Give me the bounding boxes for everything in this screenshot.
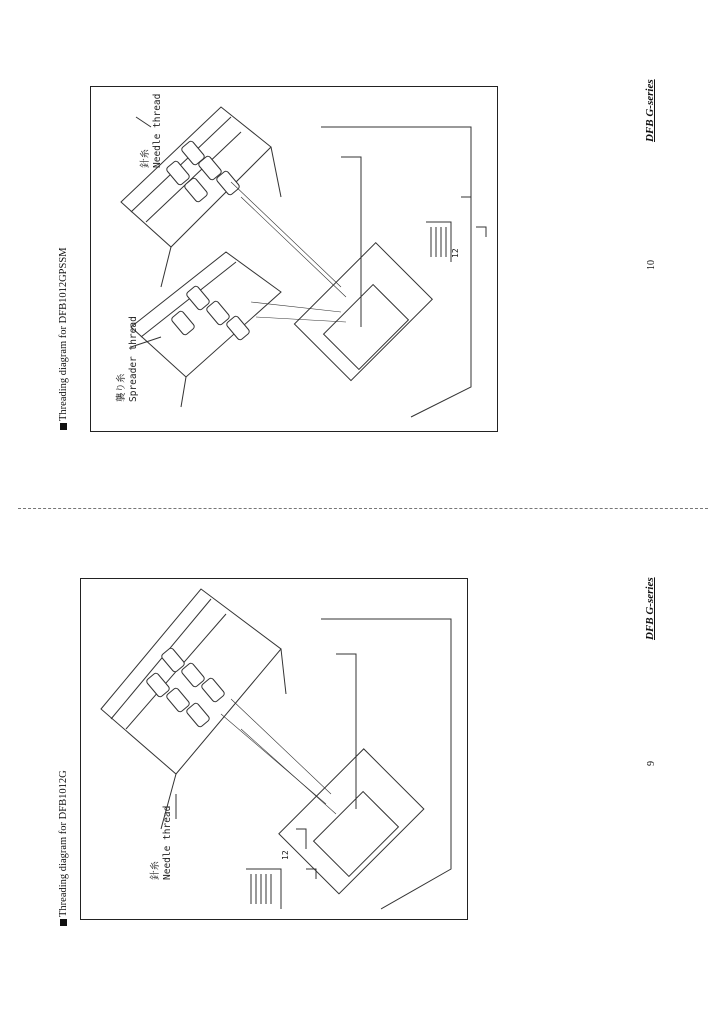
series-label-bottom: DFB G-series — [644, 577, 656, 640]
bullet-square-icon — [60, 919, 67, 926]
needle-thread-label-bottom: 針糸 Needle thread — [150, 805, 173, 880]
needle-group-number-bottom: 12 — [281, 850, 290, 860]
page-number-top: 10 — [646, 260, 657, 270]
needle-thread-label-top: 針糸 Needle thread — [140, 93, 163, 168]
heading-bottom: Threading diagram for DFB1012G — [58, 770, 69, 926]
series-label-top: DFB G-series — [644, 79, 656, 142]
needle-group-number-top: 12 — [451, 248, 460, 258]
spreader-thread-label: 襲り糸 Spreader thread — [116, 316, 139, 402]
page-divider — [18, 508, 708, 509]
heading-top: Threading diagram for DFB1012GPSSM — [58, 247, 69, 430]
diagram-frame-bottom — [80, 578, 468, 920]
page-number-bottom: 9 — [646, 761, 657, 766]
threading-illustration-bottom — [81, 579, 467, 919]
bullet-square-icon — [60, 423, 67, 430]
